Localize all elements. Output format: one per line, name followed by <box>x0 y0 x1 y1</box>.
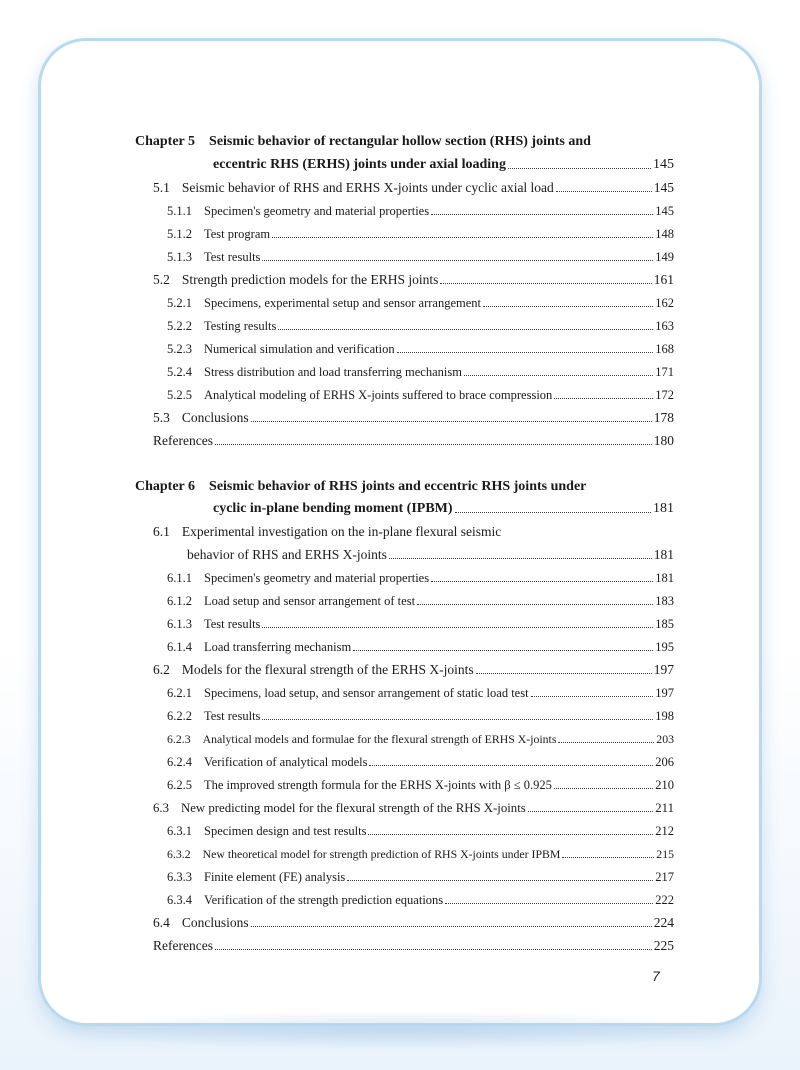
chapter-6-page: 181 <box>653 501 674 516</box>
entry-page: 203 <box>656 732 674 746</box>
entry-number: 6.2.4 <box>167 755 192 769</box>
entry-number: 5.2 <box>153 272 170 287</box>
entry-number: 6.3.2 <box>167 847 191 861</box>
toc-entry[interactable] <box>167 341 674 357</box>
entry-number: 6.2.5 <box>167 778 192 792</box>
chapter-5-title-line1: Seismic behavior of rectangular hollow section (RHS) joints and <box>209 134 591 149</box>
dot-leader <box>455 511 651 513</box>
entry-title: New theoretical model for strength prediction of RHS X-joints under IPBM <box>202 847 561 861</box>
entry-number: 6.1 <box>153 524 170 539</box>
entry-title: Stress distribution and load transferring mechanism <box>204 365 462 379</box>
toc-entry[interactable] <box>153 915 674 931</box>
entry-title: Specimen design and test results <box>204 824 367 838</box>
entry-page: 212 <box>655 824 674 838</box>
entry-page: 211 <box>655 801 674 815</box>
entry-page: 197 <box>655 686 674 700</box>
chapter-5-number: Chapter 5 <box>135 134 196 149</box>
toc-entry[interactable] <box>167 754 674 770</box>
entry-page: 163 <box>655 319 674 333</box>
entry-number: 5.3 <box>153 410 170 425</box>
entry-title: Load setup and sensor arrangement of test <box>204 594 416 608</box>
entry-page: 161 <box>653 272 674 287</box>
entry-page: 222 <box>655 893 674 907</box>
entry-title: Test results <box>204 250 261 264</box>
dot-leader <box>272 236 653 238</box>
entry-title-line2: behavior of RHS and ERHS X-joints <box>187 547 387 562</box>
entry-number: 6.1.2 <box>167 594 192 608</box>
entry-page: 210 <box>655 778 674 792</box>
toc-entry[interactable] <box>167 616 674 632</box>
dot-leader <box>531 695 654 697</box>
toc-entry[interactable] <box>167 731 674 747</box>
entry-title: Test results <box>204 617 261 631</box>
dot-leader <box>554 787 653 789</box>
entry-title: Testing results <box>204 319 277 333</box>
entry-number: 6.1.4 <box>167 640 192 654</box>
entry-title: Numerical simulation and verification <box>204 342 395 356</box>
chapter-5-heading-line1[interactable] <box>135 134 591 150</box>
entry-page: 178 <box>653 410 674 425</box>
entry-page: 145 <box>655 204 674 218</box>
entry-page: 149 <box>655 250 674 264</box>
dot-leader <box>278 328 653 330</box>
dot-leader <box>389 557 652 559</box>
toc-entry[interactable] <box>153 180 674 196</box>
entry-page: 217 <box>655 870 674 884</box>
entry-number: 6.1.3 <box>167 617 192 631</box>
dot-leader <box>431 580 653 582</box>
dot-leader <box>528 810 654 812</box>
entry-page: 185 <box>655 617 674 631</box>
entry-title: The improved strength formula for the ERHS X-joints with β ≤ 0.925 <box>204 778 552 792</box>
entry-title: New predicting model for the flexural strength of the RHS X-joints <box>181 801 526 815</box>
dot-leader <box>347 879 653 881</box>
entry-title: Test results <box>204 709 261 723</box>
toc-entry[interactable] <box>153 272 674 288</box>
toc-entry[interactable] <box>167 226 674 242</box>
entry-number: 6.3.3 <box>167 870 192 884</box>
entry-page: 168 <box>655 342 674 356</box>
toc-entry-6-1-line1[interactable] <box>153 524 501 540</box>
toc-entry[interactable] <box>153 662 674 678</box>
toc-entry[interactable] <box>167 892 674 908</box>
toc-entry[interactable] <box>167 846 674 862</box>
toc-entry[interactable] <box>167 708 674 724</box>
entry-title: References <box>153 433 213 448</box>
entry-page: 171 <box>655 365 674 379</box>
entry-number: 6.3.1 <box>167 824 192 838</box>
entry-number: 5.1.3 <box>167 250 192 264</box>
entry-number: 6.2.2 <box>167 709 192 723</box>
toc-entry[interactable] <box>167 777 674 793</box>
entry-number: 6.2.3 <box>167 732 191 746</box>
entry-number: 5.2.5 <box>167 388 192 402</box>
dot-leader <box>215 443 652 445</box>
dot-leader <box>558 741 654 743</box>
entry-number: 6.2.1 <box>167 686 192 700</box>
entry-title: Finite element (FE) analysis <box>204 870 346 884</box>
dot-leader <box>417 603 653 605</box>
entry-page: 183 <box>655 594 674 608</box>
entry-number: 6.2 <box>153 662 170 677</box>
toc-entry[interactable] <box>167 203 674 219</box>
toc-entry[interactable] <box>167 593 674 609</box>
entry-number: 5.2.1 <box>167 296 192 310</box>
entry-title: Analytical models and formulae for the flexural strength of ERHS X-joints <box>202 732 557 746</box>
toc-entry[interactable] <box>153 410 674 426</box>
entry-page: 198 <box>655 709 674 723</box>
dot-leader <box>562 856 654 858</box>
entry-page: 145 <box>653 180 674 195</box>
dot-leader <box>369 764 653 766</box>
toc-entry-6-1-line2[interactable] <box>187 547 674 563</box>
entry-title: Test program <box>204 227 271 241</box>
entry-title: Load transferring mechanism <box>204 640 352 654</box>
toc-entry[interactable] <box>167 387 674 403</box>
toc-entry[interactable] <box>167 823 674 839</box>
toc-entry[interactable] <box>167 295 674 311</box>
toc-entry[interactable] <box>167 685 674 701</box>
dot-leader <box>251 420 652 422</box>
chapter-5-title-line2: eccentric RHS (ERHS) joints under axial loading <box>213 157 506 172</box>
dot-leader <box>262 626 653 628</box>
entry-title: Specimen's geometry and material properties <box>204 571 430 585</box>
entry-number: 5.2.3 <box>167 342 192 356</box>
entry-page: 195 <box>655 640 674 654</box>
entry-number: 6.3 <box>153 801 169 815</box>
dot-leader <box>508 167 651 169</box>
entry-title: Analytical modeling of ERHS X-joints suffered to brace compression <box>204 388 553 402</box>
dot-leader <box>445 902 653 904</box>
entry-number: 5.1 <box>153 180 170 195</box>
entry-page: 162 <box>655 296 674 310</box>
entry-page: 180 <box>653 433 674 448</box>
dot-leader <box>554 397 653 399</box>
chapter-6-title-line1: Seismic behavior of RHS joints and eccentric RHS joints under <box>209 479 587 494</box>
entry-title: Specimen's geometry and material properties <box>204 204 430 218</box>
entry-title-line1: Experimental investigation on the in-plane flexural seismic <box>181 524 502 539</box>
chapter-5-heading-line2[interactable] <box>213 157 674 173</box>
entry-title: Conclusions <box>181 915 249 930</box>
dot-leader <box>262 718 653 720</box>
toc-entry-references[interactable] <box>153 433 674 449</box>
dot-leader <box>397 351 654 353</box>
toc-entry[interactable] <box>167 869 674 885</box>
entry-page: 148 <box>655 227 674 241</box>
entry-title: Seismic behavior of RHS and ERHS X-joints under cyclic axial load <box>181 180 554 195</box>
entry-page: 181 <box>655 571 674 585</box>
entry-number: 6.4 <box>153 915 170 930</box>
dot-leader <box>431 213 653 215</box>
entry-number: 6.1.1 <box>167 571 192 585</box>
toc-entry[interactable] <box>167 364 674 380</box>
entry-number: 5.1.2 <box>167 227 192 241</box>
page-number: 7 <box>652 968 660 984</box>
dot-leader <box>556 190 652 192</box>
dot-leader <box>262 259 653 261</box>
toc-entry[interactable] <box>167 318 674 334</box>
dot-leader <box>483 305 653 307</box>
dot-leader <box>353 649 653 651</box>
toc-entry[interactable] <box>167 639 674 655</box>
entry-number: 5.2.4 <box>167 365 192 379</box>
entry-page: 181 <box>653 547 674 562</box>
entry-page: 225 <box>653 938 674 953</box>
entry-page: 206 <box>655 755 674 769</box>
entry-title: References <box>153 938 213 953</box>
dot-leader <box>440 282 651 284</box>
entry-title: Specimens, experimental setup and sensor arrangement <box>204 296 481 310</box>
entry-page: 197 <box>653 662 674 677</box>
entry-title: Verification of the strength prediction equations <box>204 893 444 907</box>
entry-number: 6.3.4 <box>167 893 192 907</box>
entry-page: 215 <box>656 847 674 861</box>
entry-number: 5.1.1 <box>167 204 192 218</box>
entry-page: 224 <box>653 915 674 930</box>
entry-title: Strength prediction models for the ERHS joints <box>181 272 439 287</box>
chapter-6-heading-line2[interactable] <box>213 501 674 517</box>
entry-title: Specimens, load setup, and sensor arrangement of static load test <box>204 686 529 700</box>
toc-entry-references[interactable] <box>153 938 674 954</box>
entry-title: Conclusions <box>181 410 249 425</box>
entry-title: Models for the flexural strength of the ERHS X-joints <box>181 662 474 677</box>
chapter-6-number: Chapter 6 <box>135 479 196 494</box>
dot-leader <box>464 374 653 376</box>
toc-entry[interactable] <box>167 249 674 265</box>
dot-leader <box>215 948 652 950</box>
chapter-6-title-line2: cyclic in-plane bending moment (IPBM) <box>213 501 453 516</box>
toc-entry[interactable] <box>153 800 674 816</box>
entry-number: 5.2.2 <box>167 319 192 333</box>
chapter-6-heading-line1[interactable] <box>135 479 586 495</box>
entry-page: 172 <box>655 388 674 402</box>
chapter-5-page: 145 <box>653 157 674 172</box>
dot-leader <box>368 833 653 835</box>
toc-entry[interactable] <box>167 570 674 586</box>
dot-leader <box>476 672 652 674</box>
entry-title: Verification of analytical models <box>204 755 368 769</box>
dot-leader <box>251 925 652 927</box>
